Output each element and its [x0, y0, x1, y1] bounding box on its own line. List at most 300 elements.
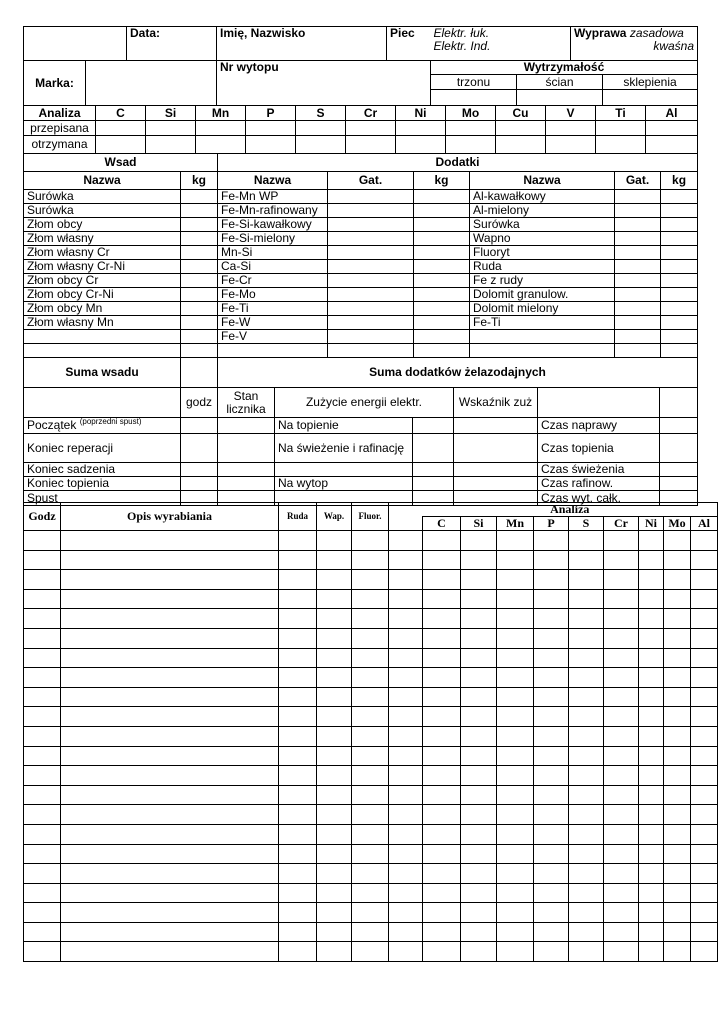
log-cell[interactable]: [569, 648, 604, 668]
log-cell[interactable]: [569, 589, 604, 609]
other-item-gat[interactable]: [615, 288, 661, 302]
log-cell[interactable]: [691, 746, 718, 766]
log-cell[interactable]: [664, 864, 691, 884]
log-cell[interactable]: [352, 726, 389, 746]
log-cell[interactable]: [317, 726, 352, 746]
log-cell[interactable]: [604, 609, 639, 629]
timing-cell[interactable]: [413, 434, 454, 463]
analysis-cell[interactable]: [596, 136, 646, 154]
log-cell[interactable]: [691, 609, 718, 629]
log-cell[interactable]: [461, 687, 497, 707]
analysis-cell[interactable]: [296, 136, 346, 154]
log-cell[interactable]: [61, 844, 279, 864]
log-cell[interactable]: [61, 570, 279, 590]
log-cell[interactable]: [569, 844, 604, 864]
log-cell[interactable]: [423, 766, 461, 786]
log-cell[interactable]: [569, 687, 604, 707]
log-cell[interactable]: [423, 922, 461, 942]
log-cell[interactable]: [317, 609, 352, 629]
log-cell[interactable]: [279, 531, 317, 551]
log-cell[interactable]: [61, 687, 279, 707]
log-cell[interactable]: [497, 726, 534, 746]
ferro-item-kg[interactable]: [414, 288, 470, 302]
log-cell[interactable]: [569, 628, 604, 648]
log-cell[interactable]: [639, 766, 664, 786]
log-cell[interactable]: [691, 648, 718, 668]
log-cell[interactable]: [317, 531, 352, 551]
ferro-item-kg[interactable]: [414, 330, 470, 344]
log-cell[interactable]: [604, 570, 639, 590]
ferro-item-gat[interactable]: [328, 302, 414, 316]
log-cell[interactable]: [639, 883, 664, 903]
log-cell[interactable]: [352, 628, 389, 648]
log-cell[interactable]: [24, 628, 61, 648]
other-item-gat[interactable]: [615, 218, 661, 232]
log-cell[interactable]: [534, 766, 569, 786]
log-cell[interactable]: [691, 628, 718, 648]
log-cell[interactable]: [639, 785, 664, 805]
timing-cell[interactable]: [181, 418, 218, 434]
timing-cell[interactable]: [218, 418, 275, 434]
ferro-item-kg[interactable]: [414, 260, 470, 274]
log-cell[interactable]: [61, 531, 279, 551]
log-cell[interactable]: [317, 903, 352, 923]
log-cell[interactable]: [604, 648, 639, 668]
log-cell[interactable]: [497, 570, 534, 590]
log-cell[interactable]: [279, 824, 317, 844]
log-cell[interactable]: [279, 746, 317, 766]
log-cell[interactable]: [691, 942, 718, 962]
ferro-item-kg[interactable]: [414, 246, 470, 260]
ferro-item-gat[interactable]: [328, 288, 414, 302]
log-cell[interactable]: [61, 726, 279, 746]
log-cell[interactable]: [664, 609, 691, 629]
log-cell[interactable]: [423, 707, 461, 727]
log-cell[interactable]: [534, 668, 569, 688]
log-cell[interactable]: [691, 570, 718, 590]
log-cell[interactable]: [664, 785, 691, 805]
log-cell[interactable]: [461, 824, 497, 844]
log-cell[interactable]: [423, 805, 461, 825]
log-cell[interactable]: [497, 824, 534, 844]
log-cell[interactable]: [461, 570, 497, 590]
log-cell[interactable]: [534, 687, 569, 707]
log-cell[interactable]: [423, 668, 461, 688]
log-cell[interactable]: [461, 903, 497, 923]
log-cell[interactable]: [352, 766, 389, 786]
log-cell[interactable]: [604, 746, 639, 766]
log-cell[interactable]: [664, 628, 691, 648]
log-cell[interactable]: [569, 922, 604, 942]
other-item-kg[interactable]: [661, 260, 698, 274]
log-cell[interactable]: [691, 589, 718, 609]
log-cell[interactable]: [317, 628, 352, 648]
timing-cell[interactable]: [660, 463, 698, 477]
log-cell[interactable]: [497, 628, 534, 648]
log-cell[interactable]: [317, 570, 352, 590]
log-cell[interactable]: [24, 942, 61, 962]
timing-cell[interactable]: [454, 434, 538, 463]
log-cell[interactable]: [279, 550, 317, 570]
log-cell[interactable]: [497, 805, 534, 825]
analysis-cell[interactable]: [196, 121, 246, 136]
log-cell[interactable]: [317, 589, 352, 609]
log-cell[interactable]: [639, 844, 664, 864]
log-cell[interactable]: [691, 805, 718, 825]
timing-cell[interactable]: [660, 477, 698, 491]
log-cell[interactable]: [664, 746, 691, 766]
log-cell[interactable]: [461, 550, 497, 570]
log-cell[interactable]: [569, 570, 604, 590]
log-cell[interactable]: [352, 570, 389, 590]
log-cell[interactable]: [534, 707, 569, 727]
log-cell[interactable]: [691, 687, 718, 707]
log-cell[interactable]: [389, 609, 423, 629]
log-cell[interactable]: [639, 648, 664, 668]
log-cell[interactable]: [604, 550, 639, 570]
log-cell[interactable]: [534, 883, 569, 903]
log-cell[interactable]: [279, 844, 317, 864]
brand-field[interactable]: [86, 61, 217, 106]
timing-cell[interactable]: [454, 477, 538, 491]
log-cell[interactable]: [461, 589, 497, 609]
log-cell[interactable]: [24, 531, 61, 551]
other-item-kg[interactable]: [661, 274, 698, 288]
log-cell[interactable]: [423, 746, 461, 766]
log-cell[interactable]: [534, 628, 569, 648]
analysis-cell[interactable]: [146, 121, 196, 136]
log-cell[interactable]: [534, 570, 569, 590]
log-cell[interactable]: [279, 609, 317, 629]
durability-hearth-value[interactable]: [431, 90, 517, 106]
analysis-cell[interactable]: [646, 121, 698, 136]
log-cell[interactable]: [352, 589, 389, 609]
log-cell[interactable]: [24, 589, 61, 609]
other-item-kg[interactable]: [661, 316, 698, 330]
log-cell[interactable]: [317, 687, 352, 707]
log-cell[interactable]: [639, 687, 664, 707]
wsad-item-kg[interactable]: [181, 246, 218, 260]
log-cell[interactable]: [569, 550, 604, 570]
date-field[interactable]: Data:: [127, 27, 217, 61]
analysis-cell[interactable]: [546, 121, 596, 136]
analysis-cell[interactable]: [346, 121, 396, 136]
log-cell[interactable]: [461, 668, 497, 688]
log-cell[interactable]: [389, 531, 423, 551]
log-cell[interactable]: [461, 883, 497, 903]
log-cell[interactable]: [279, 922, 317, 942]
analysis-cell[interactable]: [96, 121, 146, 136]
other-item-kg[interactable]: [661, 190, 698, 204]
log-cell[interactable]: [61, 648, 279, 668]
log-cell[interactable]: [279, 589, 317, 609]
log-cell[interactable]: [317, 805, 352, 825]
log-cell[interactable]: [352, 903, 389, 923]
wsad-item-kg[interactable]: [181, 232, 218, 246]
log-cell[interactable]: [497, 648, 534, 668]
log-cell[interactable]: [389, 785, 423, 805]
log-cell[interactable]: [317, 648, 352, 668]
log-cell[interactable]: [569, 824, 604, 844]
ferro-item-gat[interactable]: [328, 274, 414, 288]
analysis-cell[interactable]: [196, 136, 246, 154]
log-cell[interactable]: [534, 648, 569, 668]
wsad-item-kg[interactable]: [181, 330, 218, 344]
log-cell[interactable]: [423, 864, 461, 884]
ferro-item-gat[interactable]: [328, 204, 414, 218]
log-cell[interactable]: [691, 903, 718, 923]
log-cell[interactable]: [664, 883, 691, 903]
log-cell[interactable]: [534, 844, 569, 864]
log-cell[interactable]: [639, 805, 664, 825]
timing-cell[interactable]: [660, 434, 698, 463]
log-cell[interactable]: [639, 609, 664, 629]
log-cell[interactable]: [569, 531, 604, 551]
analysis-cell[interactable]: [446, 121, 496, 136]
analysis-cell[interactable]: [596, 121, 646, 136]
log-cell[interactable]: [279, 707, 317, 727]
log-cell[interactable]: [389, 766, 423, 786]
log-cell[interactable]: [604, 883, 639, 903]
log-cell[interactable]: [317, 668, 352, 688]
analysis-cell[interactable]: [346, 136, 396, 154]
log-cell[interactable]: [24, 824, 61, 844]
log-cell[interactable]: [352, 785, 389, 805]
log-cell[interactable]: [604, 903, 639, 923]
log-cell[interactable]: [639, 746, 664, 766]
log-cell[interactable]: [534, 609, 569, 629]
analysis-cell[interactable]: [496, 121, 546, 136]
timing-cell[interactable]: [454, 463, 538, 477]
log-cell[interactable]: [317, 824, 352, 844]
log-cell[interactable]: [604, 922, 639, 942]
log-cell[interactable]: [604, 687, 639, 707]
log-cell[interactable]: [691, 864, 718, 884]
log-cell[interactable]: [691, 785, 718, 805]
other-item-kg[interactable]: [661, 232, 698, 246]
analysis-cell[interactable]: [246, 121, 296, 136]
log-cell[interactable]: [497, 903, 534, 923]
log-cell[interactable]: [24, 550, 61, 570]
log-cell[interactable]: [639, 922, 664, 942]
log-cell[interactable]: [279, 805, 317, 825]
log-cell[interactable]: [604, 589, 639, 609]
other-item-gat[interactable]: [615, 260, 661, 274]
log-cell[interactable]: [534, 864, 569, 884]
lining-option-acid[interactable]: kwaśna: [653, 39, 694, 53]
ferro-item-gat[interactable]: [328, 218, 414, 232]
log-cell[interactable]: [317, 883, 352, 903]
log-cell[interactable]: [352, 668, 389, 688]
log-cell[interactable]: [61, 903, 279, 923]
other-item-gat[interactable]: [615, 190, 661, 204]
log-cell[interactable]: [497, 687, 534, 707]
ferro-item-kg[interactable]: [414, 274, 470, 288]
log-cell[interactable]: [61, 766, 279, 786]
log-cell[interactable]: [604, 942, 639, 962]
log-cell[interactable]: [61, 746, 279, 766]
log-cell[interactable]: [352, 805, 389, 825]
timing-cell[interactable]: [181, 463, 218, 477]
log-cell[interactable]: [24, 609, 61, 629]
log-cell[interactable]: [352, 844, 389, 864]
log-cell[interactable]: [664, 824, 691, 844]
analysis-cell[interactable]: [96, 136, 146, 154]
log-cell[interactable]: [24, 726, 61, 746]
log-cell[interactable]: [24, 766, 61, 786]
furnace-option-induction[interactable]: Elektr. Ind.: [433, 39, 491, 53]
log-cell[interactable]: [691, 531, 718, 551]
log-cell[interactable]: [317, 922, 352, 942]
log-cell[interactable]: [389, 942, 423, 962]
log-cell[interactable]: [569, 805, 604, 825]
other-item-gat[interactable]: [615, 330, 661, 344]
log-cell[interactable]: [604, 707, 639, 727]
log-cell[interactable]: [691, 844, 718, 864]
other-item-kg[interactable]: [661, 246, 698, 260]
log-cell[interactable]: [423, 687, 461, 707]
log-cell[interactable]: [569, 609, 604, 629]
log-cell[interactable]: [569, 883, 604, 903]
timing-cell[interactable]: [660, 418, 698, 434]
log-cell[interactable]: [664, 805, 691, 825]
other-item-gat[interactable]: [615, 204, 661, 218]
other-item-kg[interactable]: [661, 330, 698, 344]
log-cell[interactable]: [534, 903, 569, 923]
log-cell[interactable]: [461, 746, 497, 766]
log-cell[interactable]: [497, 883, 534, 903]
log-cell[interactable]: [497, 785, 534, 805]
log-cell[interactable]: [569, 785, 604, 805]
log-cell[interactable]: [664, 707, 691, 727]
log-cell[interactable]: [569, 766, 604, 786]
log-cell[interactable]: [317, 864, 352, 884]
ferro-item-gat[interactable]: [328, 246, 414, 260]
ferro-item-gat[interactable]: [328, 260, 414, 274]
log-cell[interactable]: [534, 589, 569, 609]
log-cell[interactable]: [389, 668, 423, 688]
log-cell[interactable]: [664, 570, 691, 590]
log-cell[interactable]: [24, 648, 61, 668]
log-cell[interactable]: [317, 550, 352, 570]
log-cell[interactable]: [423, 903, 461, 923]
log-cell[interactable]: [352, 531, 389, 551]
log-cell[interactable]: [352, 864, 389, 884]
log-cell[interactable]: [24, 785, 61, 805]
ferro-item-gat[interactable]: [328, 316, 414, 330]
log-cell[interactable]: [61, 883, 279, 903]
log-cell[interactable]: [569, 903, 604, 923]
log-cell[interactable]: [24, 570, 61, 590]
log-cell[interactable]: [317, 785, 352, 805]
log-cell[interactable]: [604, 785, 639, 805]
log-cell[interactable]: [61, 922, 279, 942]
log-cell[interactable]: [497, 922, 534, 942]
log-cell[interactable]: [279, 726, 317, 746]
log-cell[interactable]: [24, 922, 61, 942]
log-cell[interactable]: [497, 531, 534, 551]
log-cell[interactable]: [61, 785, 279, 805]
log-cell[interactable]: [24, 883, 61, 903]
log-cell[interactable]: [24, 903, 61, 923]
log-cell[interactable]: [639, 942, 664, 962]
log-cell[interactable]: [423, 628, 461, 648]
log-cell[interactable]: [534, 942, 569, 962]
log-cell[interactable]: [534, 805, 569, 825]
ferro-item-kg[interactable]: [414, 204, 470, 218]
log-cell[interactable]: [664, 589, 691, 609]
other-item-gat[interactable]: [615, 274, 661, 288]
timing-cell[interactable]: [454, 418, 538, 434]
log-cell[interactable]: [664, 668, 691, 688]
furnace-options[interactable]: [431, 27, 571, 61]
log-cell[interactable]: [423, 570, 461, 590]
log-cell[interactable]: [664, 942, 691, 962]
log-cell[interactable]: [569, 726, 604, 746]
other-item-gat[interactable]: [615, 316, 661, 330]
timing-cell[interactable]: [413, 477, 454, 491]
log-cell[interactable]: [461, 805, 497, 825]
log-cell[interactable]: [497, 766, 534, 786]
log-cell[interactable]: [61, 942, 279, 962]
analysis-cell[interactable]: [496, 136, 546, 154]
log-cell[interactable]: [389, 824, 423, 844]
timing-cell[interactable]: [181, 477, 218, 491]
log-cell[interactable]: [389, 570, 423, 590]
log-cell[interactable]: [317, 746, 352, 766]
log-cell[interactable]: [461, 726, 497, 746]
log-cell[interactable]: [24, 707, 61, 727]
log-cell[interactable]: [691, 883, 718, 903]
log-cell[interactable]: [317, 766, 352, 786]
durability-roof-value[interactable]: [603, 90, 698, 106]
log-cell[interactable]: [461, 648, 497, 668]
other-item-kg[interactable]: [661, 204, 698, 218]
log-cell[interactable]: [497, 609, 534, 629]
analysis-cell[interactable]: [546, 136, 596, 154]
log-cell[interactable]: [569, 942, 604, 962]
log-cell[interactable]: [279, 883, 317, 903]
analysis-cell[interactable]: [246, 136, 296, 154]
ferro-item-gat[interactable]: [328, 344, 414, 358]
timing-cell[interactable]: [275, 463, 413, 477]
lining-option-basic[interactable]: zasadowa: [629, 26, 684, 40]
log-cell[interactable]: [423, 609, 461, 629]
log-cell[interactable]: [61, 805, 279, 825]
other-item-gat[interactable]: [615, 232, 661, 246]
log-cell[interactable]: [423, 648, 461, 668]
log-cell[interactable]: [534, 746, 569, 766]
timing-cell[interactable]: [218, 477, 275, 491]
log-cell[interactable]: [24, 864, 61, 884]
ferro-item-gat[interactable]: [328, 190, 414, 204]
log-cell[interactable]: [534, 726, 569, 746]
log-cell[interactable]: [461, 531, 497, 551]
log-cell[interactable]: [279, 648, 317, 668]
log-cell[interactable]: [461, 609, 497, 629]
log-cell[interactable]: [61, 864, 279, 884]
log-cell[interactable]: [461, 766, 497, 786]
log-cell[interactable]: [639, 668, 664, 688]
log-cell[interactable]: [639, 903, 664, 923]
wsad-item-kg[interactable]: [181, 204, 218, 218]
log-cell[interactable]: [604, 668, 639, 688]
log-cell[interactable]: [569, 668, 604, 688]
log-cell[interactable]: [461, 844, 497, 864]
log-cell[interactable]: [279, 942, 317, 962]
log-cell[interactable]: [639, 570, 664, 590]
log-cell[interactable]: [279, 766, 317, 786]
